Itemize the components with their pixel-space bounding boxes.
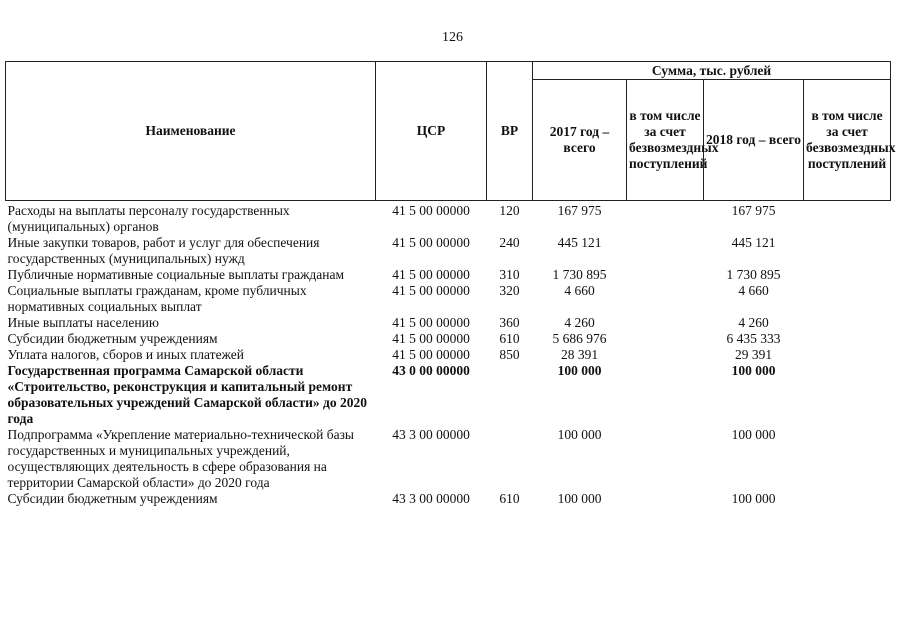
row-2017-free bbox=[627, 427, 704, 491]
header-2017-total: 2017 год – всего bbox=[533, 80, 627, 201]
row-vr: 310 bbox=[499, 267, 520, 282]
table-row bbox=[6, 331, 891, 347]
table-row bbox=[6, 235, 891, 267]
row-2017-free bbox=[627, 491, 704, 507]
row-2018-free bbox=[804, 347, 891, 363]
row-csr: 41 5 00 00000 bbox=[392, 203, 470, 218]
row-vr: 120 bbox=[499, 203, 520, 218]
budget-table bbox=[5, 61, 896, 507]
table-header bbox=[6, 62, 896, 201]
row-name: Иные закупки товаров, работ и услуг для обеспечения государственных (муниципальных) нужд bbox=[7, 235, 320, 266]
row-2017-total: 100 000 bbox=[557, 491, 602, 506]
row-2018-total: 445 121 bbox=[731, 235, 776, 250]
header-2018-free: в том числе за счет безвозмездных поступлений bbox=[804, 80, 891, 201]
row-2017-free bbox=[627, 347, 704, 363]
row-2018-total: 1 730 895 bbox=[726, 267, 781, 282]
row-vr: 360 bbox=[499, 315, 520, 330]
row-2017-total: 4 660 bbox=[564, 283, 595, 298]
table-row bbox=[6, 491, 891, 507]
row-2017-total: 1 730 895 bbox=[552, 267, 607, 282]
row-vr: 850 bbox=[499, 347, 520, 362]
row-name: Субсидии бюджетным учреждениям bbox=[7, 331, 218, 346]
row-csr: 43 3 00 00000 bbox=[392, 491, 470, 506]
row-2018-total: 167 975 bbox=[731, 203, 776, 218]
row-csr: 41 5 00 00000 bbox=[392, 235, 470, 250]
row-2018-free bbox=[804, 491, 891, 507]
header-2017-free: в том числе за счет безвозмездных поступлений bbox=[627, 80, 704, 201]
row-2017-total: 100 000 bbox=[557, 427, 602, 442]
table-row bbox=[6, 427, 891, 491]
row-2017-free bbox=[627, 267, 704, 283]
row-2017-free bbox=[627, 283, 704, 315]
table-row bbox=[6, 315, 891, 331]
row-vr bbox=[487, 363, 533, 427]
row-2017-free bbox=[627, 331, 704, 347]
row-2017-total: 167 975 bbox=[557, 203, 602, 218]
row-name: Подпрограмма «Укрепление материально-технической базы государственных и муниципальных учреждений, осуществляющих деятельность в сфере образования на территории Самарской области» до 2020 года bbox=[7, 427, 354, 490]
row-csr: 41 5 00 00000 bbox=[392, 347, 470, 362]
table-row bbox=[6, 347, 891, 363]
row-csr: 41 5 00 00000 bbox=[392, 267, 470, 282]
row-vr: 320 bbox=[499, 283, 520, 298]
row-vr: 610 bbox=[499, 331, 520, 346]
row-name: Расходы на выплаты персоналу государственных (муниципальных) органов bbox=[7, 203, 290, 234]
table-body bbox=[6, 201, 891, 508]
row-2018-free bbox=[804, 331, 891, 347]
row-2018-free bbox=[804, 235, 891, 267]
row-name: Иные выплаты населению bbox=[7, 315, 159, 330]
table-row bbox=[6, 363, 891, 427]
row-name: Государственная программа Самарской области «Строительство, реконструкция и капитальный ремонт образовательных учреждений Самарской области» до 2020 года bbox=[7, 363, 367, 426]
row-2018-free bbox=[804, 267, 891, 283]
row-2018-total: 100 000 bbox=[731, 363, 776, 378]
header-2018-total: 2018 год – всего bbox=[704, 80, 804, 201]
row-2018-free bbox=[804, 363, 891, 427]
row-csr: 41 5 00 00000 bbox=[392, 283, 470, 298]
row-csr: 41 5 00 00000 bbox=[392, 315, 470, 330]
row-2017-free bbox=[627, 235, 704, 267]
row-vr: 240 bbox=[499, 235, 520, 250]
row-2017-total: 28 391 bbox=[560, 347, 599, 362]
row-2017-free bbox=[627, 201, 704, 236]
row-vr bbox=[487, 427, 533, 491]
row-csr: 43 3 00 00000 bbox=[392, 427, 470, 442]
row-csr: 41 5 00 00000 bbox=[392, 331, 470, 346]
header-csr: ЦСР bbox=[376, 62, 487, 201]
row-2017-free bbox=[627, 363, 704, 427]
row-name: Уплата налогов, сборов и иных платежей bbox=[7, 347, 244, 362]
row-name: Субсидии бюджетным учреждениям bbox=[7, 491, 218, 506]
table-row bbox=[6, 267, 891, 283]
row-name: Социальные выплаты гражданам, кроме публичных нормативных социальных выплат bbox=[7, 283, 307, 314]
row-2018-total: 4 260 bbox=[738, 315, 769, 330]
row-2018-free bbox=[804, 201, 891, 236]
row-2018-total: 100 000 bbox=[731, 491, 776, 506]
row-2018-free bbox=[804, 283, 891, 315]
header-name: Наименование bbox=[6, 62, 376, 201]
row-2017-total: 5 686 976 bbox=[552, 331, 607, 346]
row-2018-free bbox=[804, 427, 891, 491]
row-csr: 43 0 00 00000 bbox=[392, 363, 470, 378]
page-number: 126 bbox=[442, 30, 463, 45]
row-2017-total: 445 121 bbox=[557, 235, 602, 250]
row-2018-free bbox=[804, 315, 891, 331]
row-2018-total: 100 000 bbox=[731, 427, 776, 442]
row-2018-total: 6 435 333 bbox=[726, 331, 781, 346]
row-2017-total: 100 000 bbox=[557, 363, 602, 378]
table-row bbox=[6, 201, 891, 236]
row-vr: 610 bbox=[499, 491, 520, 506]
row-2017-free bbox=[627, 315, 704, 331]
table-row bbox=[6, 283, 891, 315]
row-2017-total: 4 260 bbox=[564, 315, 595, 330]
header-vr: ВР bbox=[487, 62, 533, 201]
header-sum-group: Сумма, тыс. рублей bbox=[533, 62, 891, 80]
row-name: Публичные нормативные социальные выплаты гражданам bbox=[7, 267, 345, 282]
row-2018-total: 4 660 bbox=[738, 283, 769, 298]
row-2018-total: 29 391 bbox=[734, 347, 773, 362]
